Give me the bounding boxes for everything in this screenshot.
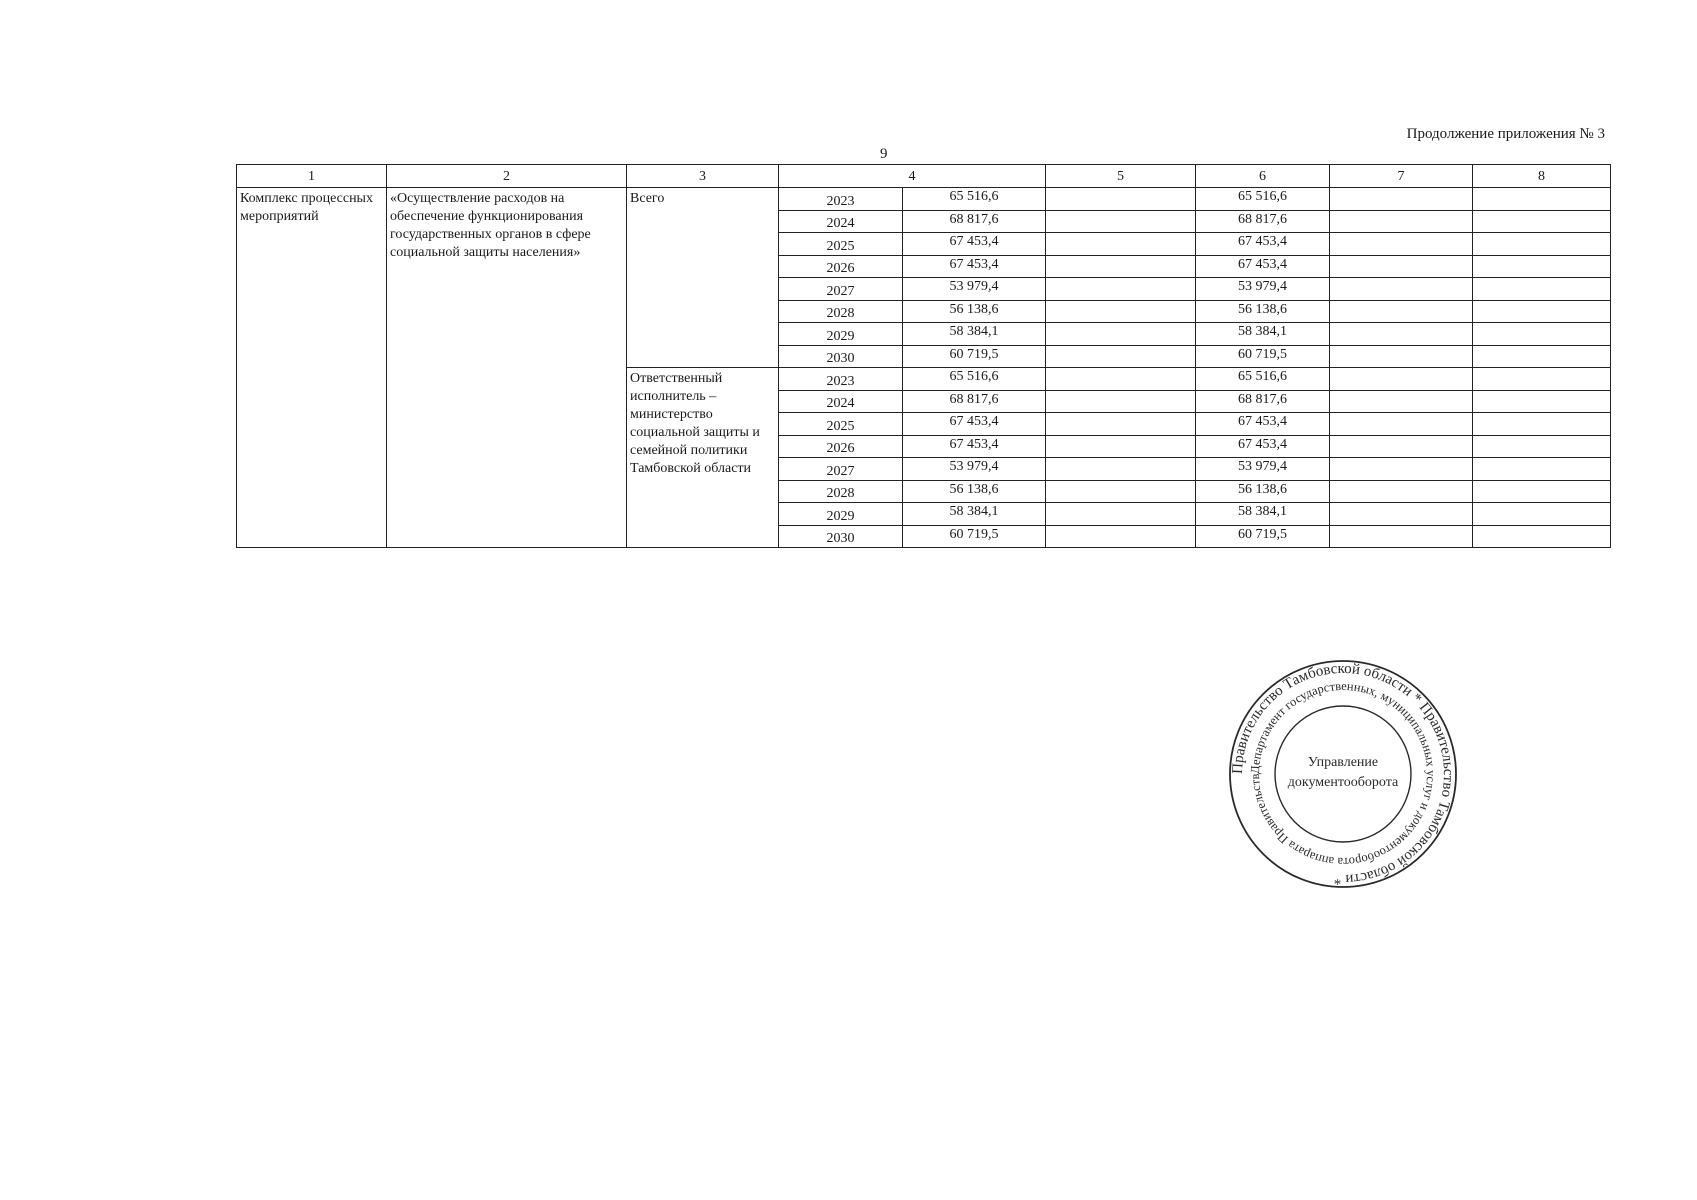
year-cell: 2023 [779,368,903,391]
column-8-cell [1473,210,1611,233]
column-6-cell: 67 453,4 [1196,413,1330,436]
column-5-cell [1046,233,1196,256]
column-5-cell [1046,210,1196,233]
column-5-cell [1046,525,1196,548]
seal-center-line-2: документооборота [1287,775,1399,790]
column-6-cell: 53 979,4 [1196,458,1330,481]
year-cell: 2030 [779,345,903,368]
column-header-8: 8 [1473,165,1611,188]
column-5-cell [1046,278,1196,301]
column-header-7: 7 [1330,165,1473,188]
column-8-cell [1473,300,1611,323]
column-header-1: 1 [237,165,387,188]
column-7-cell [1330,300,1473,323]
total-amount-cell: 56 138,6 [903,300,1046,323]
total-amount-cell: 53 979,4 [903,278,1046,301]
seal-inner-ring [1275,706,1411,842]
column-8-cell [1473,503,1611,526]
page-number: 9 [880,146,888,162]
column-7-cell [1330,525,1473,548]
column-8-cell [1473,368,1611,391]
year-cell: 2028 [779,480,903,503]
total-amount-cell: 67 453,4 [903,413,1046,436]
total-amount-cell: 53 979,4 [903,458,1046,481]
column-8-cell [1473,323,1611,346]
column-6-cell: 67 453,4 [1196,255,1330,278]
year-cell: 2029 [779,323,903,346]
column-6-cell: 60 719,5 [1196,525,1330,548]
column-7-cell [1330,345,1473,368]
total-amount-cell: 67 453,4 [903,255,1046,278]
column-8-cell [1473,458,1611,481]
column-6-cell: 67 453,4 [1196,435,1330,458]
column-5-cell [1046,345,1196,368]
column-8-cell [1473,390,1611,413]
column-8-cell [1473,413,1611,436]
column-5-cell [1046,413,1196,436]
seal-outer-text: Правительство Тамбовской области * Правительство Тамбовской области * [1229,660,1457,888]
year-cell: 2027 [779,278,903,301]
column-7-cell [1330,390,1473,413]
column-8-cell [1473,188,1611,211]
column-5-cell [1046,503,1196,526]
year-cell: 2024 [779,390,903,413]
column-6-cell: 60 719,5 [1196,345,1330,368]
column-5-cell [1046,390,1196,413]
column-7-cell [1330,323,1473,346]
seal-inner-text: Департамент государственных, муниципальных услуг и документооборота аппарата Правительств [1247,678,1439,870]
column-5-cell [1046,458,1196,481]
column-7-cell [1330,210,1473,233]
column-6-cell: 58 384,1 [1196,323,1330,346]
column-5-cell [1046,435,1196,458]
column-8-cell [1473,525,1611,548]
continuation-note: Продолжение приложения № 3 [1406,126,1605,142]
column-5-cell [1046,188,1196,211]
column-7-cell [1330,435,1473,458]
column-7-cell [1330,278,1473,301]
column-8-cell [1473,345,1611,368]
total-amount-cell: 60 719,5 [903,525,1046,548]
column-header-5: 5 [1046,165,1196,188]
column-6-cell: 56 138,6 [1196,480,1330,503]
financing-table [236,164,1611,548]
table-row [237,188,1611,211]
column-7-cell [1330,480,1473,503]
column-6-cell: 65 516,6 [1196,188,1330,211]
column-header-3: 3 [627,165,779,188]
year-cell: 2025 [779,233,903,256]
official-seal [1227,658,1459,890]
year-cell: 2030 [779,525,903,548]
activity-type-cell: Комплекс процессных мероприятий [237,188,387,548]
column-7-cell [1330,188,1473,211]
column-header-6: 6 [1196,165,1330,188]
column-8-cell [1473,233,1611,256]
column-header-2: 2 [387,165,627,188]
column-5-cell [1046,480,1196,503]
year-cell: 2029 [779,503,903,526]
column-7-cell [1330,233,1473,256]
funding-source-cell: Ответственный исполнитель – министерство социальной защиты и семейной политики Тамбовской области [627,368,779,548]
column-5-cell [1046,323,1196,346]
year-cell: 2027 [779,458,903,481]
total-amount-cell: 68 817,6 [903,210,1046,233]
column-6-cell: 58 384,1 [1196,503,1330,526]
column-7-cell [1330,368,1473,391]
total-amount-cell: 68 817,6 [903,390,1046,413]
column-6-cell: 68 817,6 [1196,390,1330,413]
total-amount-cell: 58 384,1 [903,323,1046,346]
table-body [237,188,1611,548]
year-cell: 2026 [779,435,903,458]
column-header-4: 4 [779,165,1046,188]
column-8-cell [1473,255,1611,278]
column-7-cell [1330,503,1473,526]
column-8-cell [1473,480,1611,503]
column-5-cell [1046,255,1196,278]
year-cell: 2026 [779,255,903,278]
total-amount-cell: 56 138,6 [903,480,1046,503]
column-5-cell [1046,300,1196,323]
column-6-cell: 67 453,4 [1196,233,1330,256]
column-5-cell [1046,368,1196,391]
year-cell: 2028 [779,300,903,323]
total-amount-cell: 58 384,1 [903,503,1046,526]
total-amount-cell: 65 516,6 [903,368,1046,391]
year-cell: 2025 [779,413,903,436]
total-amount-cell: 60 719,5 [903,345,1046,368]
column-7-cell [1330,255,1473,278]
total-amount-cell: 67 453,4 [903,435,1046,458]
column-8-cell [1473,278,1611,301]
header-row [237,165,1611,188]
column-7-cell [1330,458,1473,481]
column-6-cell: 53 979,4 [1196,278,1330,301]
total-amount-cell: 65 516,6 [903,188,1046,211]
activity-name-cell: «Осуществление расходов на обеспечение функционирования государственных органов в сфере социальной защиты населения» [387,188,627,548]
seal-graphic [1227,658,1459,890]
funding-source-cell: Всего [627,188,779,368]
total-amount-cell: 67 453,4 [903,233,1046,256]
column-6-cell: 56 138,6 [1196,300,1330,323]
column-8-cell [1473,435,1611,458]
column-7-cell [1330,413,1473,436]
column-6-cell: 68 817,6 [1196,210,1330,233]
year-cell: 2024 [779,210,903,233]
column-6-cell: 65 516,6 [1196,368,1330,391]
seal-center-line-1: Управление [1307,755,1379,770]
year-cell: 2023 [779,188,903,211]
